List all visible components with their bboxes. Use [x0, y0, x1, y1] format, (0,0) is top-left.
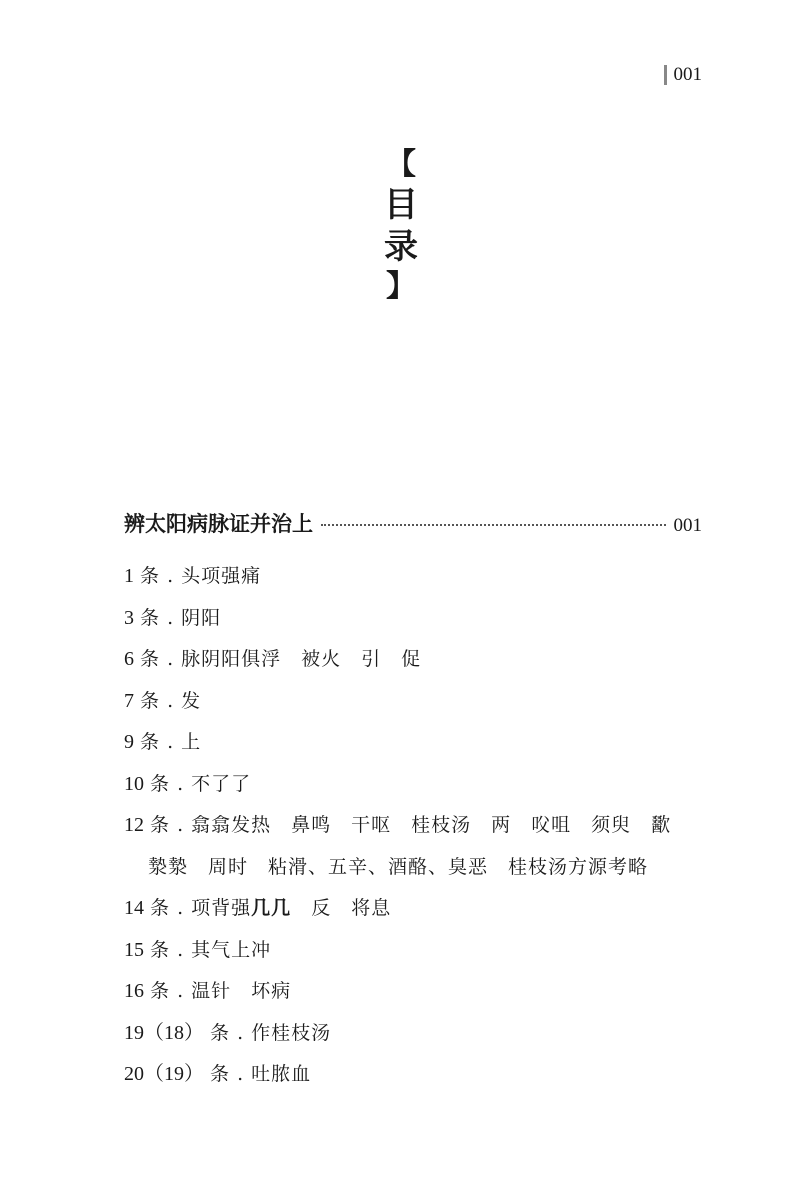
toc-entry[interactable]	[124, 722, 704, 764]
entry-text: 条 . 吐脓血	[210, 1063, 312, 1085]
entry-text: 条 . 其气上冲	[150, 938, 272, 961]
toc-entry[interactable]	[124, 971, 704, 1013]
entry-number: 7	[124, 689, 134, 712]
entry-text	[150, 897, 391, 919]
toc-title-open-bracket: 【	[386, 147, 416, 182]
section-page-number: 001	[673, 515, 702, 536]
page-number	[664, 64, 703, 86]
toc-entry[interactable]	[124, 1013, 704, 1055]
entry-text: 条 . 不了了	[150, 772, 252, 795]
entry-number: 1	[124, 565, 134, 587]
entry-number: 14	[124, 897, 144, 919]
toc-entry[interactable]	[124, 805, 704, 888]
entry-number: 20（19）	[124, 1063, 204, 1085]
toc-entry[interactable]	[124, 888, 704, 930]
entry-text: 条 . 脉阴阳俱浮 被火 引 促	[140, 648, 422, 670]
entry-text: 条 . 头项强痛	[140, 565, 262, 587]
entry-number: 15	[124, 938, 144, 961]
toc-title-char-2: 录	[384, 227, 418, 267]
toc-entry[interactable]	[124, 930, 704, 972]
toc-entry[interactable]	[124, 556, 704, 598]
entry-text: 条 . 翕翕发热 鼻鸣 干呕 桂枝汤 两 㕮咀 须臾 歠	[150, 814, 672, 836]
page-number-divider	[664, 65, 667, 85]
entry-text-before: 条 . 项背强	[150, 897, 252, 919]
toc-section-heading[interactable]	[124, 508, 702, 538]
entry-number: 19（18）	[124, 1021, 204, 1044]
entry-text: 条 . 上	[140, 731, 202, 753]
entry-text: 条 . 作桂枝汤	[210, 1021, 332, 1044]
entry-number: 12	[124, 814, 144, 836]
entry-text: 条 . 阴阳	[140, 606, 222, 629]
entry-text: 条 . 温针 坏病	[150, 980, 292, 1002]
toc-entry[interactable]	[124, 639, 704, 681]
toc-title-close-bracket: 】	[386, 269, 416, 304]
toc-entry[interactable]	[124, 598, 704, 640]
section-title: 辨太阳病脉证并治上	[124, 512, 313, 536]
dot-leader	[321, 524, 666, 526]
entry-number: 10	[124, 772, 144, 795]
toc-entry-list	[124, 556, 704, 1096]
page-number-text: 001	[673, 64, 702, 85]
entry-text-continuation: 漐漐 周时 粘滑、五辛、酒酪、臭恶 桂枝汤方源考略	[148, 855, 649, 878]
entry-text-after: 反 将息	[291, 897, 392, 919]
toc-entry[interactable]	[124, 681, 704, 723]
toc-title	[376, 147, 426, 304]
entry-text: 条 . 发	[140, 689, 202, 712]
entry-text-bold: 几几	[251, 897, 292, 919]
entry-number: 6	[124, 648, 134, 670]
toc-entry[interactable]	[124, 764, 704, 806]
entry-number: 16	[124, 980, 144, 1002]
toc-title-char-1: 目	[384, 185, 418, 225]
entry-number: 9	[124, 731, 134, 753]
entry-number: 3	[124, 606, 134, 629]
toc-entry[interactable]	[124, 1054, 704, 1096]
